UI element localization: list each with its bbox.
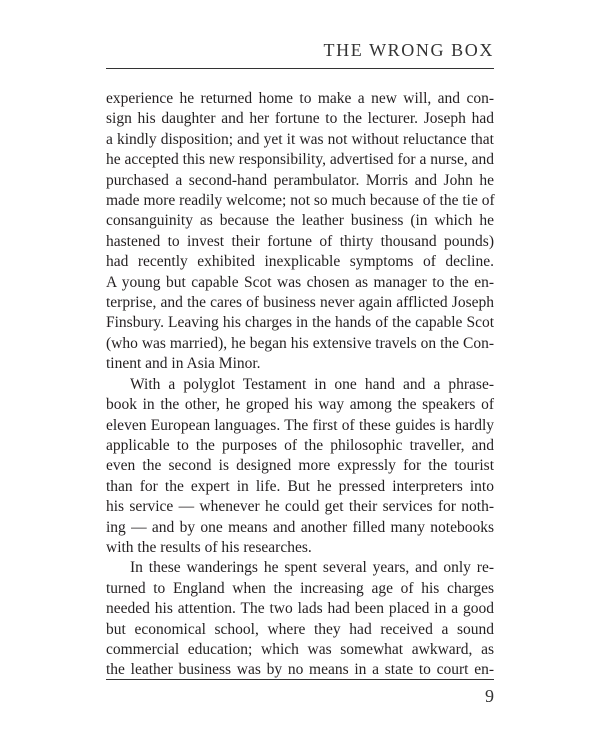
text-line: turned to England when the increasing age of his charges bbox=[106, 579, 494, 597]
header-rule bbox=[106, 68, 494, 69]
page-number: 9 bbox=[485, 686, 494, 706]
text-line: had recently exhibited inexplicable symptoms of decline. bbox=[106, 253, 494, 271]
text-line: a kindly disposition; and yet it was not without reluctance that bbox=[106, 130, 494, 148]
text-line: needed his attention. The two lads had been placed in a good bbox=[106, 600, 494, 618]
text-line: even the second is designed more expressly for the tourist bbox=[106, 457, 494, 475]
text-line: hastened to invest their fortune of thirty thousand pounds) bbox=[106, 232, 494, 250]
text-line: he accepted this new responsibility, advertised for a nurse, and bbox=[106, 151, 494, 169]
text-line: With a polyglot Testament in one hand and a phrase- bbox=[130, 375, 494, 393]
paragraph-3 bbox=[106, 558, 494, 680]
text-line: ing — and by one means and another filled many notebooks bbox=[106, 518, 494, 536]
text-line: (who was married), he began his extensive travels on the Con- bbox=[106, 334, 494, 352]
text-line: experience he returned home to make a new will, and con- bbox=[106, 90, 494, 107]
text-line: terprise, and the cares of business never again afflicted Joseph bbox=[106, 294, 494, 312]
running-head-title: THE WRONG BOX bbox=[323, 40, 494, 60]
body-text bbox=[106, 89, 494, 681]
text-line: purchased a second-hand perambulator. Morris and John he bbox=[106, 171, 494, 189]
text-line: In these wanderings he spent several years, and only re- bbox=[130, 559, 494, 577]
text-line: eleven European languages. The first of these guides is hardly bbox=[106, 416, 494, 434]
footer-rule bbox=[106, 679, 494, 680]
text-line: applicable to the purposes of the philosophic traveller, and bbox=[106, 436, 494, 454]
text-line: made more readily welcome; not so much because of the tie of bbox=[106, 192, 495, 210]
text-line: than for the expert in life. But he pressed interpreters into bbox=[106, 477, 494, 495]
text-line: with the results of his researches. bbox=[106, 538, 312, 556]
paragraph-2 bbox=[106, 375, 494, 559]
text-line: sign his daughter and her fortune to the lecturer. Joseph had bbox=[106, 110, 494, 128]
text-line: his service — whenever he could get their services for noth- bbox=[106, 498, 494, 516]
text-line: commercial education; which was somewhat awkward, as bbox=[106, 640, 494, 658]
text-line: book in the other, he groped his way among the speakers of bbox=[106, 396, 494, 414]
text-line: the leather business was by no means in a state to court en- bbox=[106, 661, 494, 679]
text-line: A young but capable Scot was chosen as manager to the en- bbox=[106, 273, 494, 291]
text-line: Finsbury. Leaving his charges in the hands of the capable Scot bbox=[106, 314, 494, 332]
text-line: but economical school, where they had received a sound bbox=[106, 620, 494, 638]
paragraph-1 bbox=[106, 89, 494, 375]
text-line: consanguinity as because the leather business (in which he bbox=[106, 212, 494, 230]
text-line: tinent and in Asia Minor. bbox=[106, 355, 261, 373]
